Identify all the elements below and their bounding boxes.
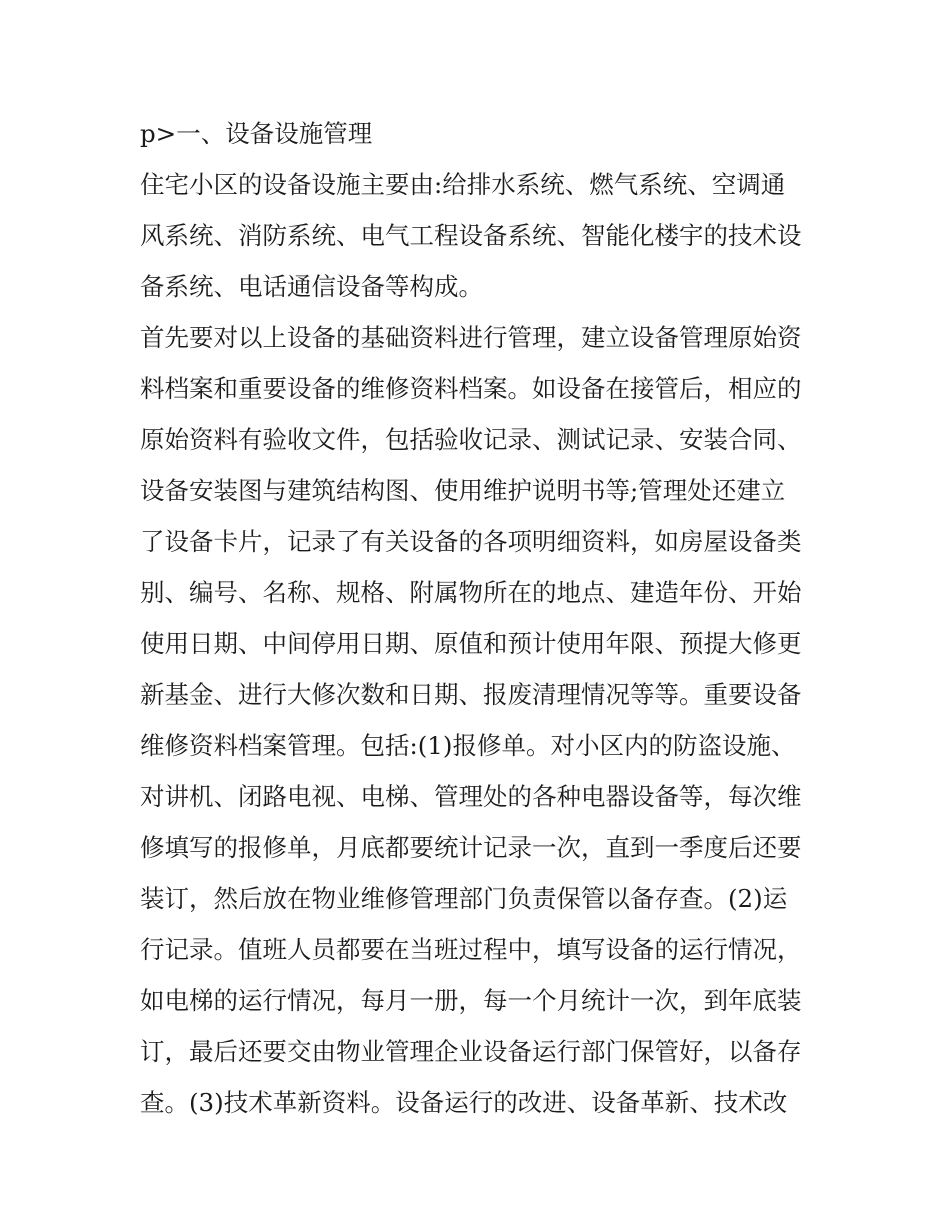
text-line: 别、编号、名称、规格、附属物所在的地点、建造年份、开始	[140, 578, 802, 607]
text-line: 使用日期、中间停用日期、原值和预计使用年限、预提大修更	[140, 629, 802, 658]
text-line: 查。(3)技术革新资料。设备运行的改进、设备革新、技术改	[140, 1088, 788, 1117]
text-line: 原始资料有验收文件，包括验收记录、测试记录、安装合同、	[140, 425, 802, 454]
text-line: 料档案和重要设备的维修资料档案。如设备在接管后，相应的	[140, 374, 802, 403]
text-line: 新基金、进行大修次数和日期、报废清理情况等等。重要设备	[140, 680, 802, 709]
text-line: 装订，然后放在物业维修管理部门负责保管以备存查。(2)运	[140, 884, 788, 913]
text-line: 维修资料档案管理。包括:(1)报修单。对小区内的防盗设施、	[140, 731, 796, 760]
text-line: 首先要对以上设备的基础资料进行管理，建立设备管理原始资	[140, 323, 802, 352]
text-line: 行记录。值班人员都要在当班过程中，填写设备的运行情况，	[140, 935, 802, 964]
text-line: 住宅小区的设备设施主要由:给排水系统、燃气系统、空调通	[140, 170, 786, 199]
document-body	[140, 108, 820, 1128]
text-line: 修填写的报修单，月底都要统计记录一次，直到一季度后还要	[140, 833, 802, 862]
text-line: 设备安装图与建筑结构图、使用维护说明书等;管理处还建立	[140, 476, 786, 505]
text-line: 了设备卡片，记录了有关设备的各项明细资料，如房屋设备类	[140, 527, 802, 556]
section-heading: p>一、设备设施管理	[140, 119, 373, 148]
text-line: 备系统、电话通信设备等构成。	[140, 272, 483, 301]
text-line: 风系统、消防系统、电气工程设备系统、智能化楼宇的技术设	[140, 221, 802, 250]
text-line: 对讲机、闭路电视、电梯、管理处的各种电器设备等，每次维	[140, 782, 802, 811]
text-line: 如电梯的运行情况，每月一册，每一个月统计一次，到年底装	[140, 986, 802, 1015]
text-line: 订，最后还要交由物业管理企业设备运行部门保管好，以备存	[140, 1037, 802, 1066]
